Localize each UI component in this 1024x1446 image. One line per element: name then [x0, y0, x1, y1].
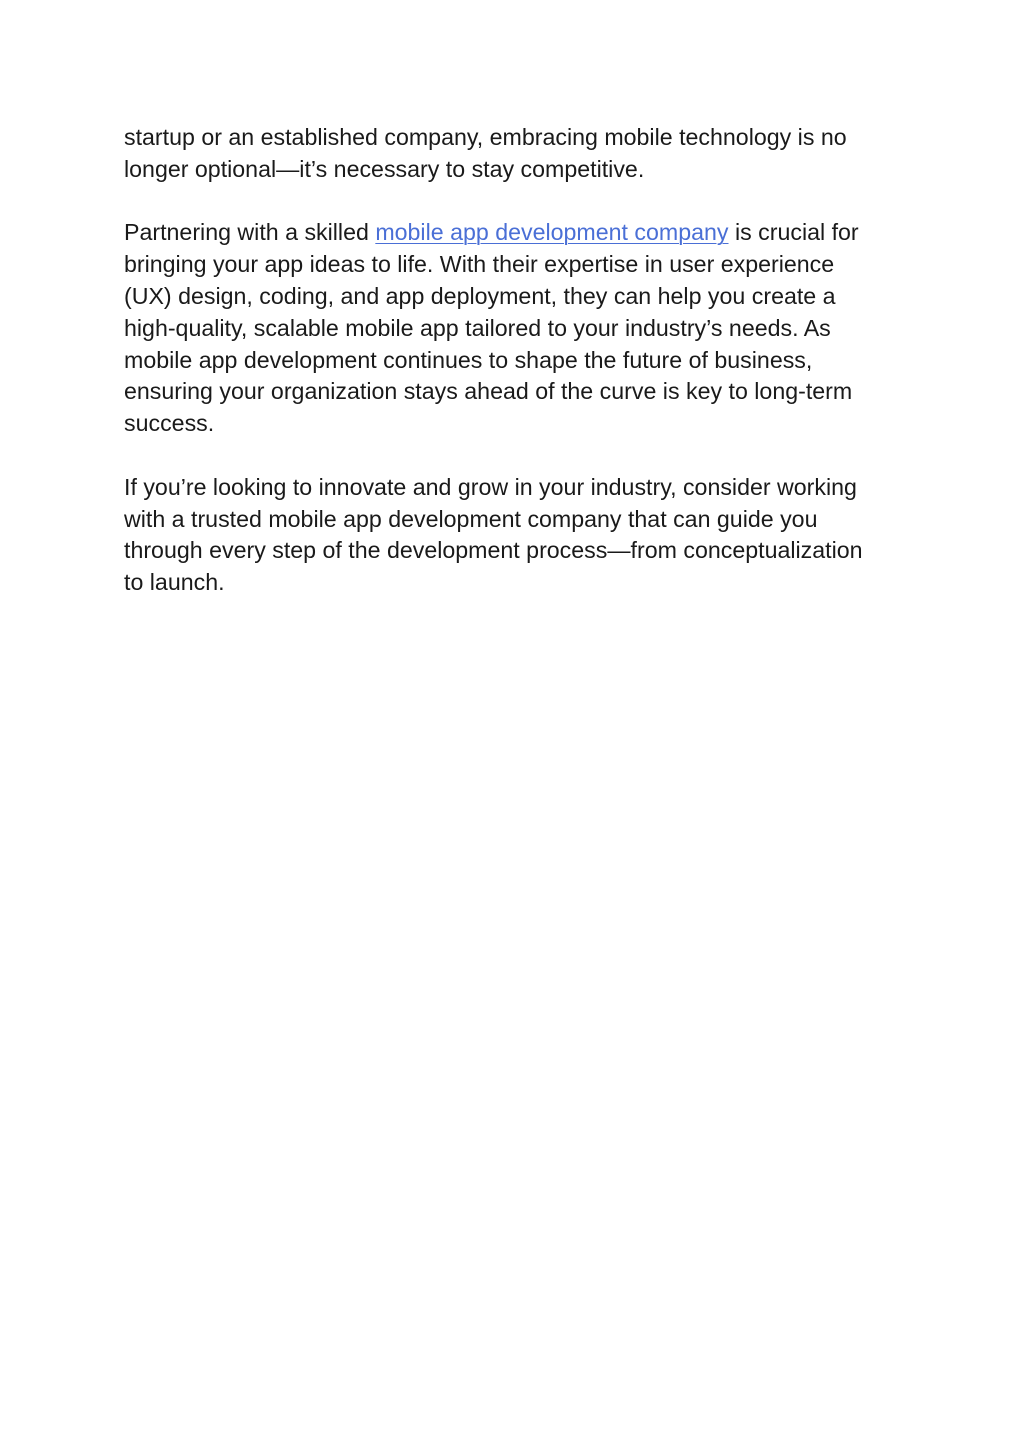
paragraph-intro-continuation: [124, 122, 904, 186]
paragraph-partnering: [124, 217, 904, 440]
paragraph-line: ensuring your organization stays ahead of the curve is key to long-term: [124, 378, 853, 405]
paragraph-line: If you’re looking to innovate and grow in your industry, consider working: [124, 473, 857, 500]
paragraph-line: startup or an established company, embracing mobile technology is no: [124, 124, 847, 150]
link-prefix-text: Partnering with a skilled: [124, 219, 376, 246]
paragraph-line: longer optional—it’s necessary to stay competitive.: [124, 155, 645, 182]
paragraph-line: high-quality, scalable mobile app tailored to your industry’s needs. As: [124, 314, 831, 341]
paragraph-line: (UX) design, coding, and app deployment, they can help you create a: [124, 282, 836, 309]
mobile-app-development-company-link[interactable]: mobile app development company: [375, 219, 729, 246]
paragraph-line: through every step of the development process—from conceptualization: [124, 537, 863, 564]
paragraph-line: success.: [124, 410, 215, 437]
link-suffix-text: is crucial for: [728, 219, 859, 246]
paragraph-call-to-action: [124, 472, 904, 599]
paragraph-line: mobile app development continues to shape the future of business,: [124, 346, 813, 373]
paragraph-line: bringing your app ideas to life. With their expertise in user experience: [124, 251, 835, 278]
document-body: [124, 122, 904, 631]
paragraph-line-with-link: [124, 217, 904, 249]
paragraph-line: to launch.: [124, 569, 225, 596]
paragraph-line: with a trusted mobile app development company that can guide you: [124, 505, 818, 532]
